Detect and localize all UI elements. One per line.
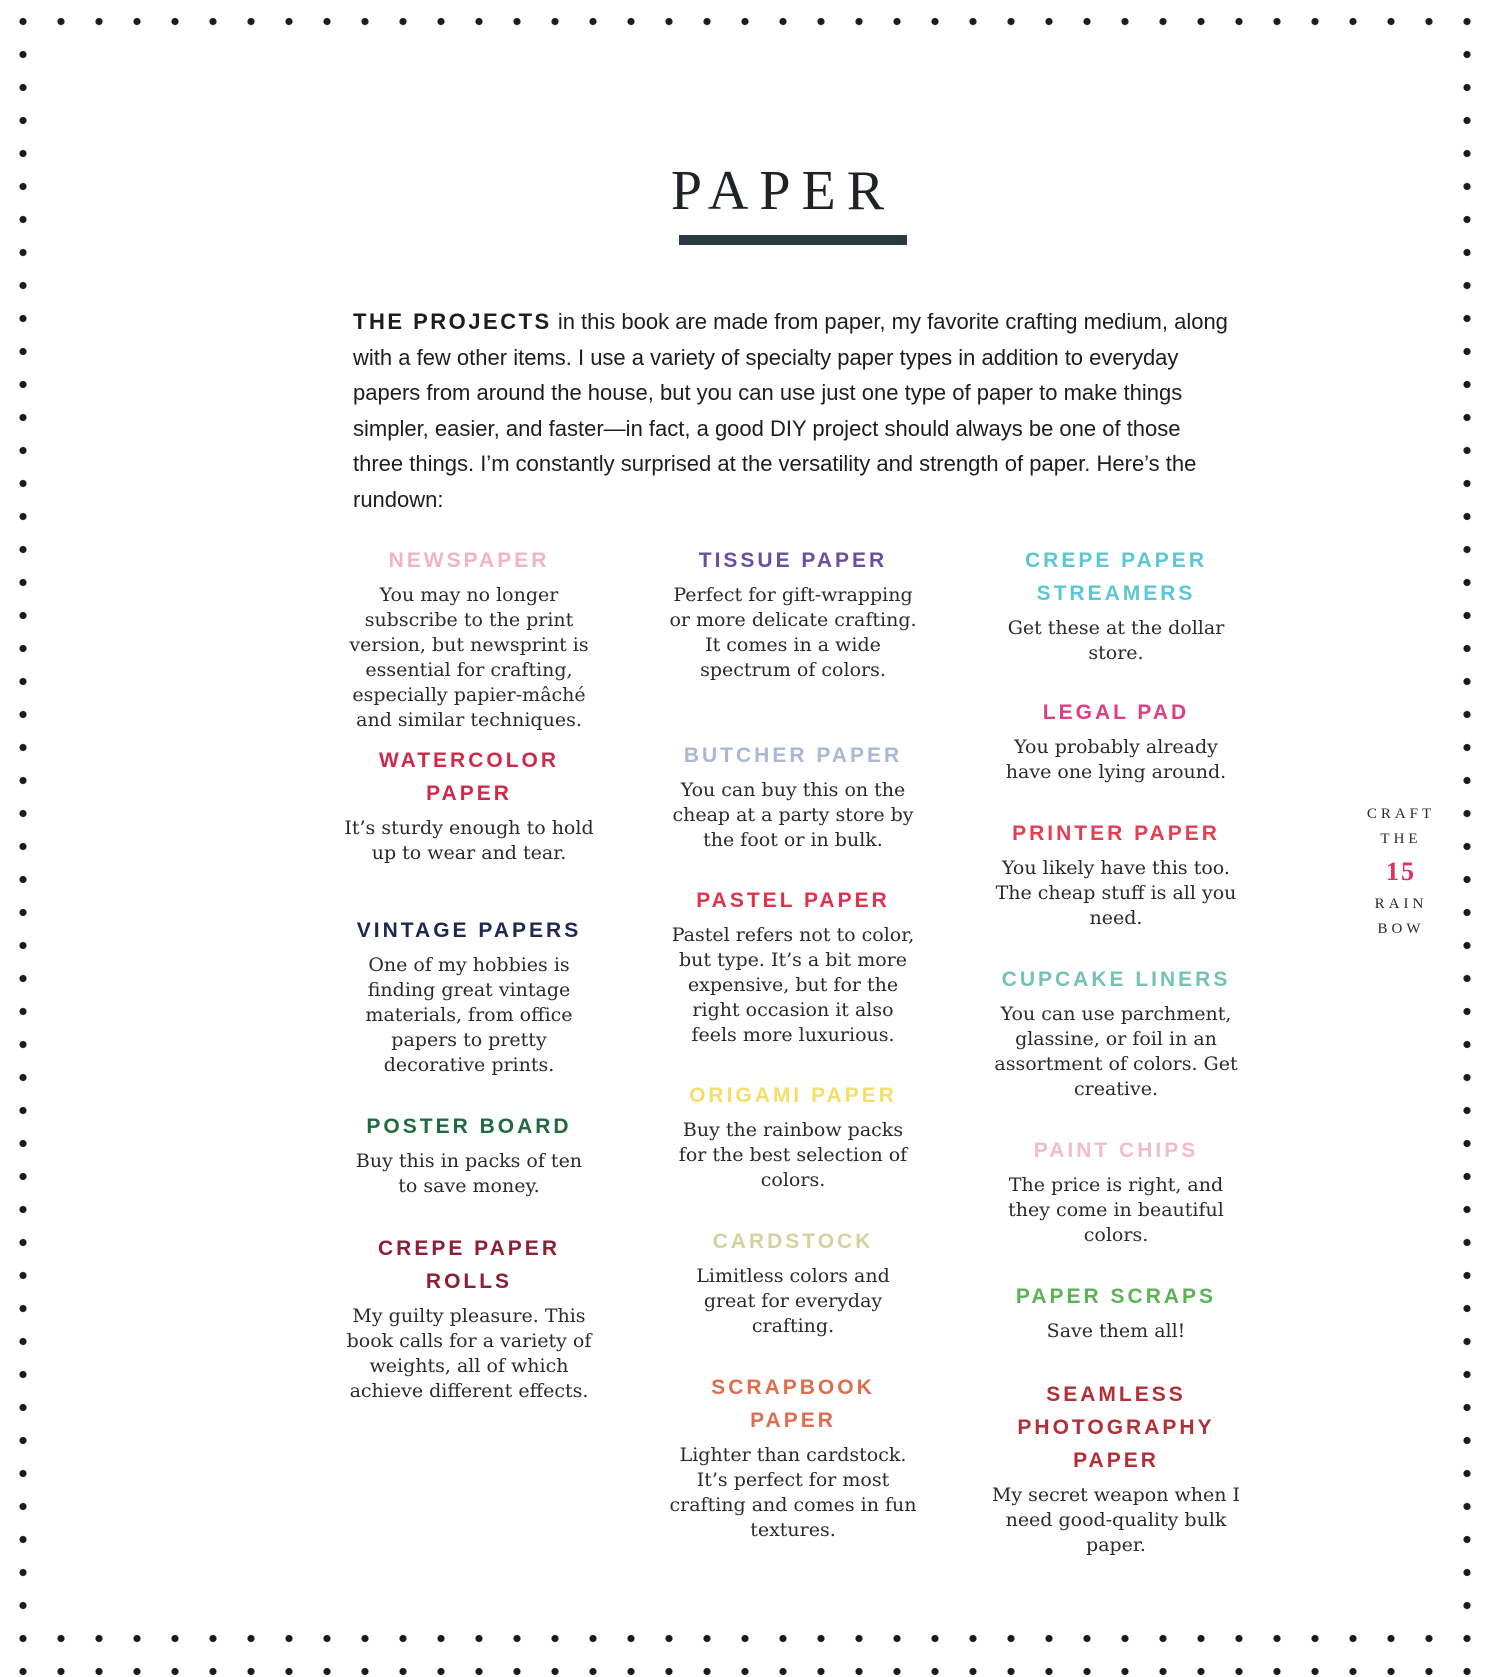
- entry-title: CUPCAKE LINERS: [1001, 968, 1231, 991]
- entry-description: The price is right, and they come in beautiful colors.: [1008, 1174, 1224, 1246]
- entry-title: LEGAL PAD: [1042, 701, 1190, 724]
- paper-entry-butcher: [668, 739, 918, 853]
- paper-entry-watercolor: [344, 744, 594, 866]
- entry-title: POSTER BOARD: [366, 1115, 572, 1138]
- entry-description: You probably already have one lying around.: [1005, 736, 1227, 783]
- title-underline: [679, 235, 907, 245]
- marker-line-bow: BOW: [1377, 921, 1425, 937]
- paper-entry-crepe-streamers: [991, 544, 1241, 666]
- paper-entry-scrapbook: [668, 1371, 918, 1543]
- entry-title: SEAMLESS PHOTOGRAPHY PAPER: [1017, 1383, 1215, 1472]
- paper-entry-cupcake-liners: [991, 963, 1241, 1102]
- entry-title: TISSUE PAPER: [698, 549, 888, 572]
- entry-description: You can use parchment, glassine, or foil in an assortment of colors. Get creative.: [994, 1003, 1238, 1100]
- entry-title: PASTEL PAPER: [696, 889, 890, 912]
- entry-title: CREPE PAPER ROLLS: [378, 1237, 560, 1293]
- paper-entry-paint-chips: [991, 1134, 1241, 1248]
- entry-description: Perfect for gift-wrapping or more delicate crafting. It comes in a wide spectrum of colors.: [669, 584, 917, 681]
- entry-description: Buy the rainbow packs for the best selection of colors.: [678, 1119, 908, 1191]
- entry-description: My guilty pleasure. This book calls for a variety of weights, all of which achieve different effects.: [346, 1305, 592, 1402]
- paper-entry-pastel: [668, 884, 918, 1048]
- paper-entry-printer: [991, 817, 1241, 931]
- paper-entry-origami: [668, 1079, 918, 1193]
- entry-description: My secret weapon when I need good-quality bulk paper.: [991, 1484, 1241, 1556]
- paper-entry-vintage: [344, 914, 594, 1078]
- entry-description: Limitless colors and great for everyday crafting.: [696, 1265, 890, 1337]
- intro-paragraph: [353, 304, 1233, 517]
- paper-entry-newspaper: [344, 544, 594, 733]
- paper-entry-cardstock: [668, 1225, 918, 1339]
- paper-entry-scraps: [991, 1280, 1241, 1344]
- page-number: 15: [1386, 857, 1416, 886]
- entry-description: Lighter than cardstock. It’s perfect for most crafting and comes in fun textures.: [669, 1444, 917, 1541]
- page-title: PAPER: [670, 160, 896, 222]
- paper-entry-crepe-rolls: [344, 1232, 594, 1404]
- paper-entry-seamless-photo: [991, 1378, 1241, 1558]
- entry-title: ORIGAMI PAPER: [689, 1084, 897, 1107]
- entry-title: NEWSPAPER: [388, 549, 550, 572]
- entry-title: SCRAPBOOK PAPER: [711, 1376, 875, 1432]
- entry-description: Get these at the dollar store.: [1007, 617, 1225, 664]
- entry-title: PAINT CHIPS: [1033, 1139, 1199, 1162]
- entry-title: CARDSTOCK: [712, 1230, 874, 1253]
- entry-description: Pastel refers not to color, but type. It’s a bit more expensive, but for the right occasion it also feels more luxurious.: [671, 924, 915, 1046]
- entry-title: PRINTER PAPER: [1012, 822, 1220, 845]
- marker-line-rain: RAIN: [1374, 896, 1428, 912]
- entry-description: You can buy this on the cheap at a party store by the foot or in bulk.: [672, 779, 914, 851]
- entry-title: PAPER SCRAPS: [1015, 1285, 1217, 1308]
- intro-text: in this book are made from paper, my favorite crafting medium, along with a few other items. I use a variety of specialty paper types in addition to everyday papers from around the house, but you can use just one type of paper to make things simpler, easier, and faster—in fact, a good DIY project should always be one of those three things. I’m constantly surprised at the versatility and strength of paper. Here’s the rundown:: [353, 309, 1228, 512]
- page-marker: [1343, 802, 1459, 942]
- entry-title: BUTCHER PAPER: [683, 744, 903, 767]
- paper-entry-tissue: [668, 544, 918, 683]
- paper-entry-poster-board: [344, 1110, 594, 1199]
- marker-line-the: THE: [1380, 831, 1422, 847]
- entry-title: CREPE PAPER STREAMERS: [1025, 549, 1207, 605]
- paper-entry-legal-pad: [991, 696, 1241, 785]
- entry-description: You likely have this too. The cheap stuff is all you need.: [995, 857, 1237, 929]
- entry-description: Buy this in packs of ten to save money.: [355, 1150, 583, 1197]
- entry-description: One of my hobbies is finding great vintage materials, from office papers to pretty decorative prints.: [365, 954, 573, 1076]
- entry-description: Save them all!: [1046, 1320, 1186, 1342]
- marker-line-craft: CRAFT: [1366, 806, 1436, 822]
- page: [28, 34, 1440, 1634]
- entry-title: VINTAGE PAPERS: [356, 919, 582, 942]
- intro-lead: THE PROJECTS: [353, 309, 552, 334]
- entry-description: You may no longer subscribe to the print version, but newsprint is essential for crafting, especially papier-mâché and similar techniques.: [349, 584, 589, 731]
- entry-description: It’s sturdy enough to hold up to wear and tear.: [344, 817, 594, 864]
- entry-title: WATERCOLOR PAPER: [378, 749, 560, 805]
